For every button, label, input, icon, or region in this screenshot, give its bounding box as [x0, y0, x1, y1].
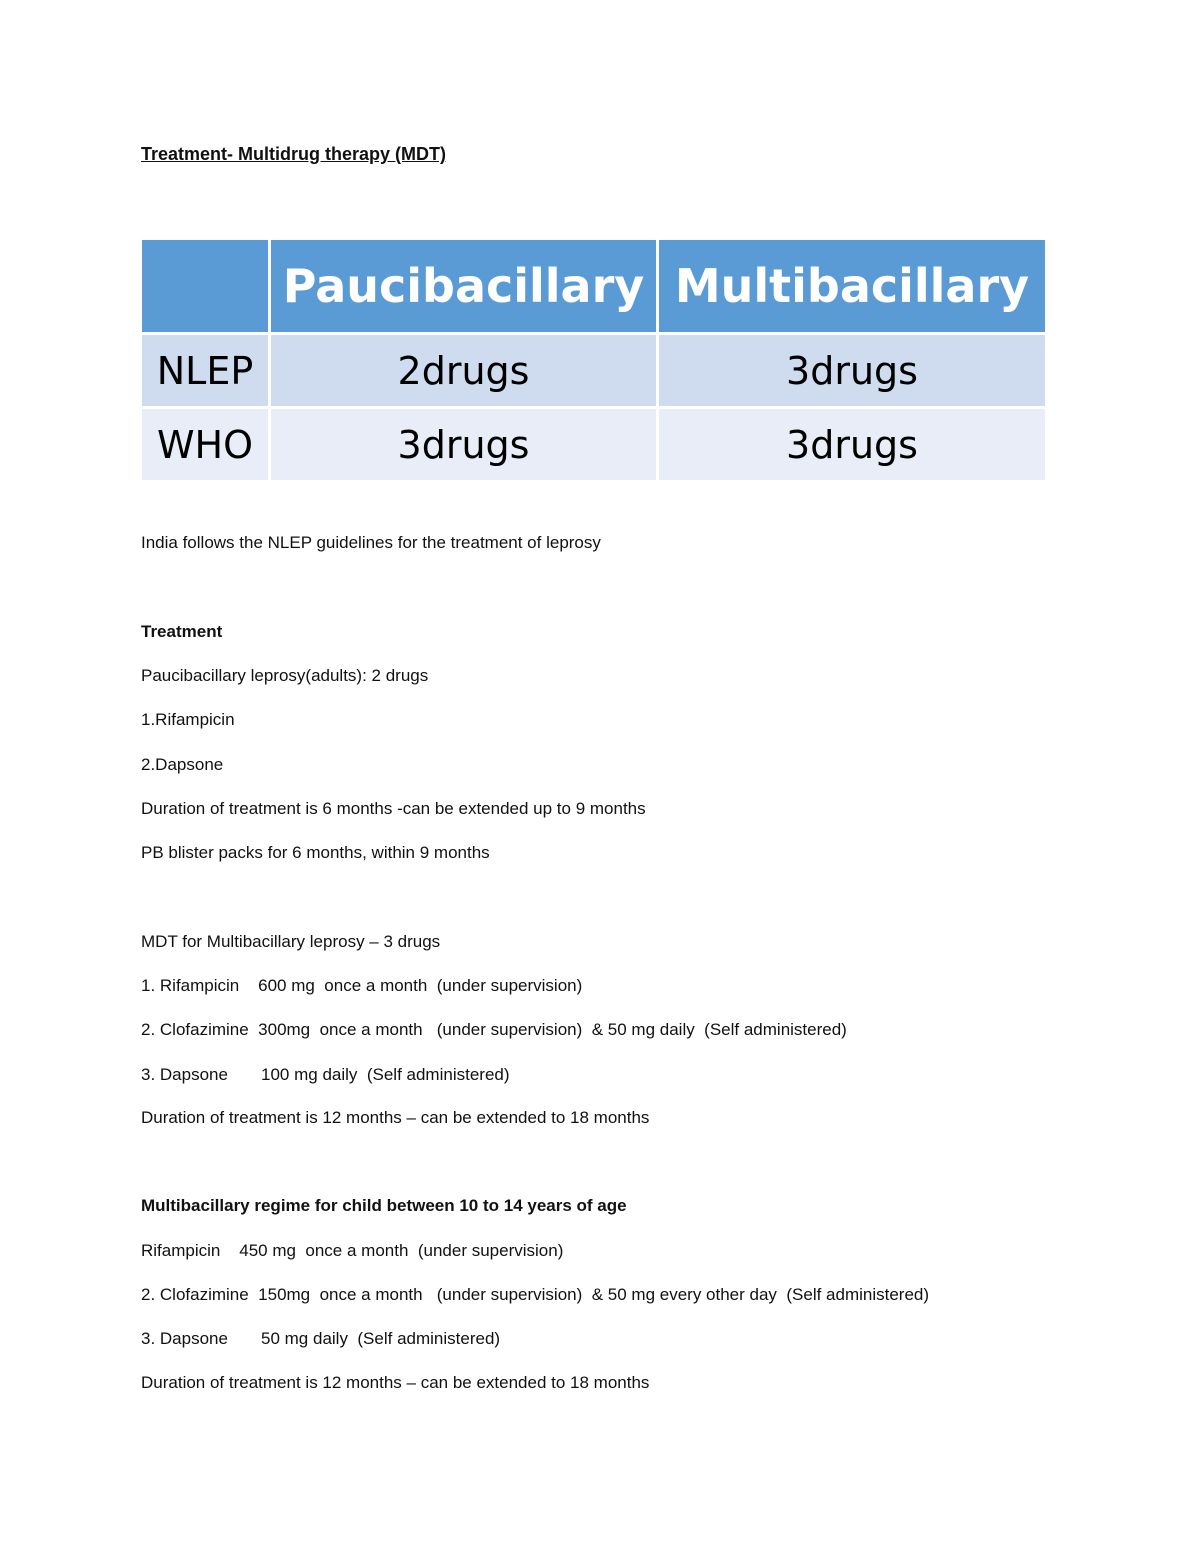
table-header-row: [142, 240, 1045, 332]
child-drug-rifampicin: Rifampicin 450 mg once a month (under supervision): [141, 1241, 564, 1260]
mdt-comparison-table: [139, 237, 1048, 483]
paragraph-nlep-guidelines: India follows the NLEP guidelines for the treatment of leprosy: [141, 533, 601, 552]
document-title: Treatment- Multidrug therapy (MDT): [141, 144, 446, 164]
pb-drug-dapsone: 2.Dapsone: [141, 755, 224, 774]
child-drug-dapsone: 3. Dapsone 50 mg daily (Self administered): [141, 1329, 501, 1348]
child-drug-clofazimine: 2. Clofazimine 150mg once a month (under supervision) & 50 mg every other day (Self administered): [141, 1285, 930, 1304]
child-duration: Duration of treatment is 12 months – can be extended to 18 months: [141, 1373, 650, 1392]
mb-drug-rifampicin: 1. Rifampicin 600 mg once a month (under supervision): [141, 976, 583, 995]
table-header-empty-cell: [142, 240, 268, 332]
pb-regimen-title: Paucibacillary leprosy(adults): 2 drugs: [141, 666, 429, 685]
mb-drug-clofazimine: 2. Clofazimine 300mg once a month (under supervision) & 50 mg daily (Self administered): [141, 1020, 847, 1039]
row-label-nlep: NLEP: [142, 335, 268, 406]
cell-nlep-multibacillary: 3drugs: [659, 335, 1045, 406]
table-row: [142, 335, 1045, 406]
pb-duration: Duration of treatment is 6 months -can be extended up to 9 months: [141, 799, 646, 818]
cell-who-multibacillary: 3drugs: [659, 409, 1045, 480]
table-row: [142, 409, 1045, 480]
cell-nlep-paucibacillary: 2drugs: [271, 335, 656, 406]
heading-treatment: Treatment: [141, 622, 223, 641]
heading-child-mb-regime: Multibacillary regime for child between 10 to 14 years of age: [141, 1196, 627, 1215]
row-label-who: WHO: [142, 409, 268, 480]
mb-drug-dapsone: 3. Dapsone 100 mg daily (Self administered): [141, 1065, 510, 1084]
pb-blister-packs: PB blister packs for 6 months, within 9 months: [141, 843, 490, 862]
cell-who-paucibacillary: 3drugs: [271, 409, 656, 480]
mb-duration: Duration of treatment is 12 months – can be extended to 18 months: [141, 1108, 650, 1127]
pb-drug-rifampicin: 1.Rifampicin: [141, 710, 235, 729]
table-header-paucibacillary: Paucibacillary: [271, 240, 656, 332]
table-header-multibacillary: Multibacillary: [659, 240, 1045, 332]
mb-regimen-title: MDT for Multibacillary leprosy – 3 drugs: [141, 932, 441, 951]
